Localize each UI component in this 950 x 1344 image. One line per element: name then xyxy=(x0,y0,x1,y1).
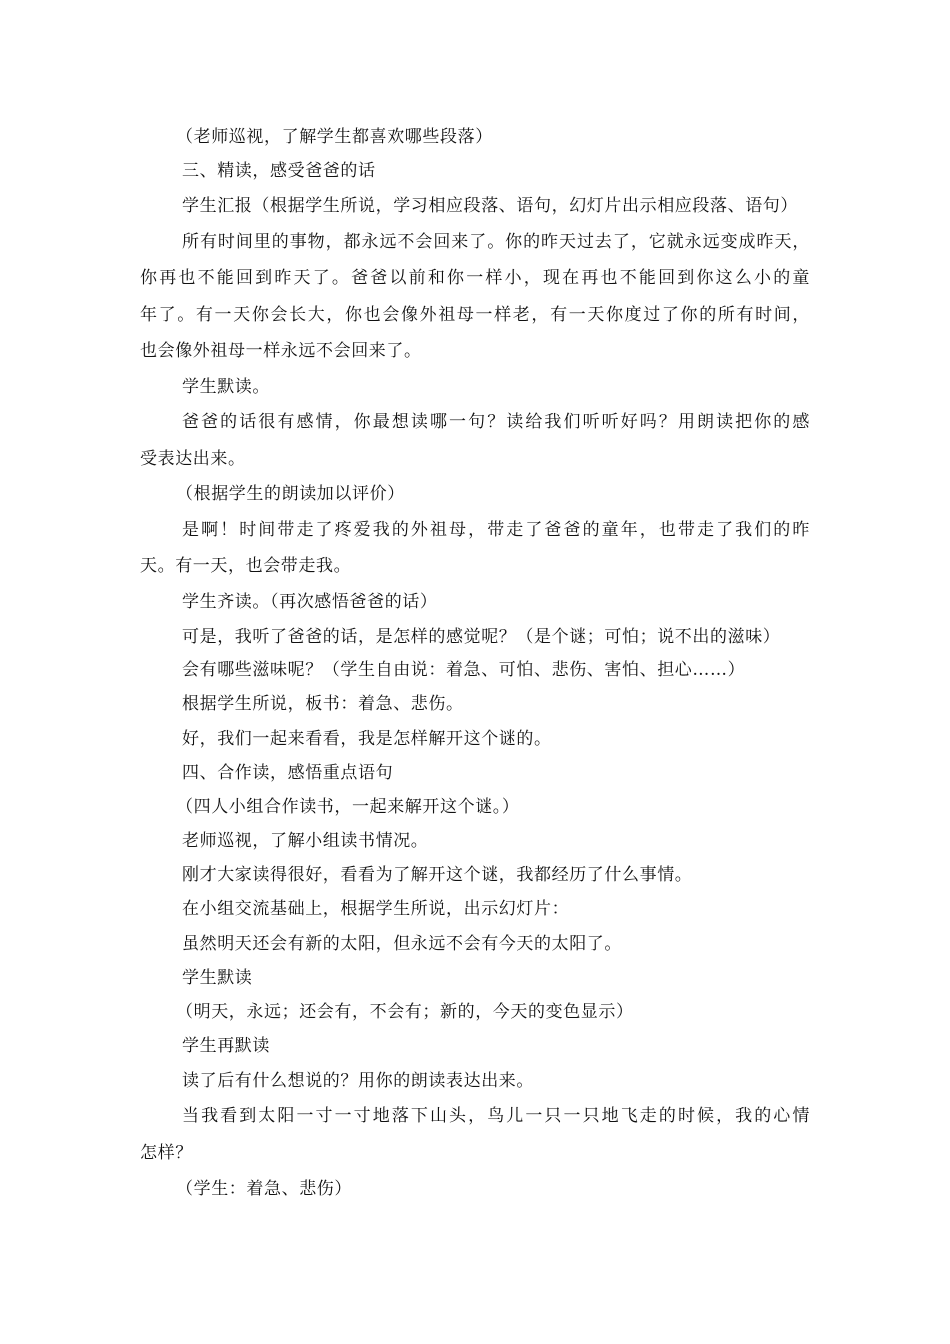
text-line: 学生再默读 xyxy=(182,1036,270,1056)
text-line: 老师巡视，了解小组读书情况。 xyxy=(182,831,429,851)
text-line: 你再也不能回到昨天了。爸爸以前和你一样小，现在再也不能回到你这么小的童 xyxy=(140,268,810,288)
text-line: 是啊！时间带走了疼爱我的外祖母，带走了爸爸的童年，也带走了我们的昨 xyxy=(182,520,810,540)
text-line: （根据学生的朗读加以评价） xyxy=(176,484,405,504)
section-heading: 三、精读，感受爸爸的话 xyxy=(182,161,376,181)
text-line: 当我看到太阳一寸一寸地落下山头，鸟儿一只一只地飞走的时候，我的心情 xyxy=(182,1106,810,1126)
text-line: 根据学生所说，板书：着急、悲伤。 xyxy=(182,694,464,714)
text-line: 爸爸的话很有感情，你最想读哪一句？读给我们听听好吗？用朗读把你的感 xyxy=(182,412,810,432)
text-line: 学生默读 xyxy=(182,968,253,988)
text-line: 学生汇报（根据学生所说，学习相应段落、语句，幻灯片出示相应段落、语句） xyxy=(182,196,798,216)
text-line: 所有时间里的事物，都永远不会回来了。你的昨天过去了，它就永远变成昨天， xyxy=(182,232,810,252)
text-line: 在小组交流基础上，根据学生所说，出示幻灯片： xyxy=(182,899,570,919)
text-line: 怎样？ xyxy=(140,1143,193,1163)
text-line: 好，我们一起来看看，我是怎样解开这个谜的。 xyxy=(182,729,552,749)
text-line: 也会像外祖母一样永远不会回来了。 xyxy=(140,341,422,361)
text-line: 刚才大家读得很好，看看为了解开这个谜，我都经历了什么事情。 xyxy=(182,865,693,885)
text-line: （老师巡视，了解学生都喜欢哪些段落） xyxy=(176,127,493,147)
text-line: 可是，我听了爸爸的话，是怎样的感觉呢？（是个谜；可怕；说不出的滋味） xyxy=(182,627,781,647)
text-line: 读了后有什么想说的？用你的朗读表达出来。 xyxy=(182,1071,534,1091)
text-line: （学生：着急、悲伤） xyxy=(176,1179,352,1199)
text-line: 天。有一天，也会带走我。 xyxy=(140,556,352,576)
text-line: 会有哪些滋味呢？（学生自由说：着急、可怕、悲伤、害怕、担心……） xyxy=(182,660,746,680)
text-line: 学生齐读。（再次感悟爸爸的话） xyxy=(182,592,438,612)
text-line: 年了。有一天你会长大，你也会像外祖母一样老，有一天你度过了你的所有时间， xyxy=(140,305,810,325)
section-heading: 四、合作读，感悟重点语句 xyxy=(182,763,394,783)
text-line: 虽然明天还会有新的太阳，但永远不会有今天的太阳了。 xyxy=(182,934,622,954)
text-line: （四人小组合作读书，一起来解开这个谜。） xyxy=(176,797,520,817)
text-line: 学生默读。 xyxy=(182,377,270,397)
text-line: （明天，永远；还会有，不会有；新的，今天的变色显示） xyxy=(176,1002,634,1022)
text-line: 受表达出来。 xyxy=(140,449,246,469)
